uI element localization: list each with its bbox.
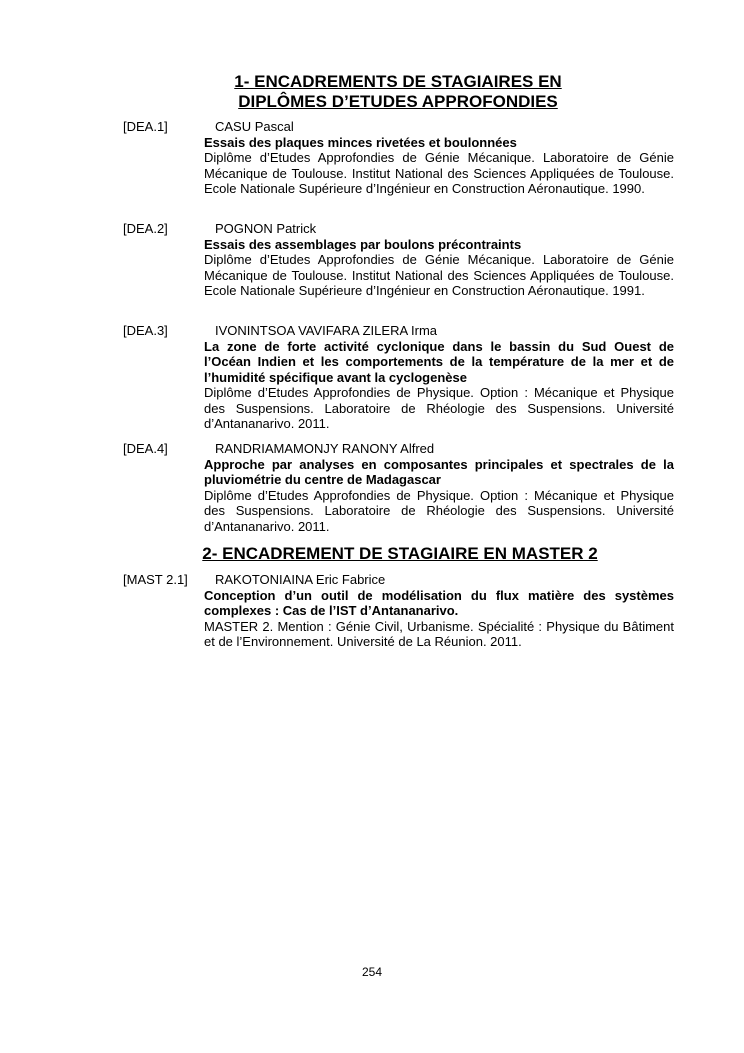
entry-ref: [DEA.3] — [123, 323, 168, 338]
section1-heading — [200, 72, 596, 112]
entry-author: POGNON Patrick — [215, 221, 317, 236]
entry-content — [204, 323, 674, 432]
entry-dea-4 — [123, 441, 675, 534]
entry-title: La zone de forte activité cyclonique dans le bassin du Sud Ouest de l’Océan Indien et les comportements de la température de la mer et de l’humidité spécifique avant la cyclogenèse — [204, 338, 674, 385]
entry-content — [204, 221, 674, 299]
entry-author: IVONINTSOA VAVIFARA ZILERA Irma — [215, 323, 438, 338]
entry-author: RAKOTONIAINA Eric Fabrice — [215, 572, 386, 587]
entry-description: Diplôme d’Etudes Approfondies de Génie Mécanique. Laboratoire de Génie Mécanique de Toulouse. Institut National des Sciences Appliquées de Toulouse. Ecole Nationale Supérieure d’Ingénieur en Construction Aéronautique. 1991. — [204, 252, 674, 298]
entry-content — [204, 119, 674, 197]
entry-dea-1 — [123, 119, 675, 197]
section1-heading-line1: 1- ENCADREMENTS DE STAGIAIRES EN — [234, 72, 562, 91]
entry-dea-2 — [123, 221, 675, 299]
entry-content — [204, 441, 674, 534]
entry-ref: [DEA.1] — [123, 119, 168, 134]
entry-ref: [DEA.2] — [123, 221, 168, 236]
entry-title: Conception d’un outil de modélisation du flux matière des systèmes complexes : Cas de l’IST d’Antananarivo. — [204, 587, 674, 618]
entry-content — [204, 572, 674, 650]
section1-heading-line2: DIPLÔMES D’ETUDES APPROFONDIES — [238, 92, 558, 111]
entry-title: Essais des plaques minces rivetées et boulonnées — [204, 134, 517, 150]
entry-ref: [DEA.4] — [123, 441, 168, 456]
entry-master-2-1 — [123, 572, 675, 650]
entry-title: Approche par analyses en composantes principales et spectrales de la pluviométrie du centre de Madagascar — [204, 456, 674, 487]
entry-ref: [MAST 2.1] — [123, 572, 188, 587]
page-number: 254 — [361, 965, 383, 979]
entry-title: Essais des assemblages par boulons précontraints — [204, 236, 522, 252]
entry-description: MASTER 2. Mention : Génie Civil, Urbanisme. Spécialité : Physique du Bâtiment et de l’Environnement. Université de La Réunion. 2011. — [204, 618, 674, 649]
entry-dea-3 — [123, 323, 675, 432]
entry-author: CASU Pascal — [215, 119, 294, 134]
entry-description: Diplôme d’Etudes Approfondies de Physique. Option : Mécanique et Physique des Suspensions. Laboratoire de Rhéologie des Suspensions. Université d’Antananarivo. 2011. — [204, 385, 674, 431]
entry-description: Diplôme d’Etudes Approfondies de Physique. Option : Mécanique et Physique des Suspensions. Laboratoire de Rhéologie des Suspensions. Université d’Antananarivo. 2011. — [204, 487, 674, 534]
section2-heading: 2- ENCADREMENT DE STAGIAIRE EN MASTER 2 — [202, 544, 598, 563]
entry-author: RANDRIAMAMONJY RANONY Alfred — [215, 441, 435, 456]
entry-description: Diplôme d’Etudes Approfondies de Génie Mécanique. Laboratoire de Génie Mécanique de Toulouse. Institut National des Sciences Appliquées de Toulouse. Ecole Nationale Supérieure d’Ingénieur en Construction Aéronautique. 1990. — [204, 150, 674, 196]
